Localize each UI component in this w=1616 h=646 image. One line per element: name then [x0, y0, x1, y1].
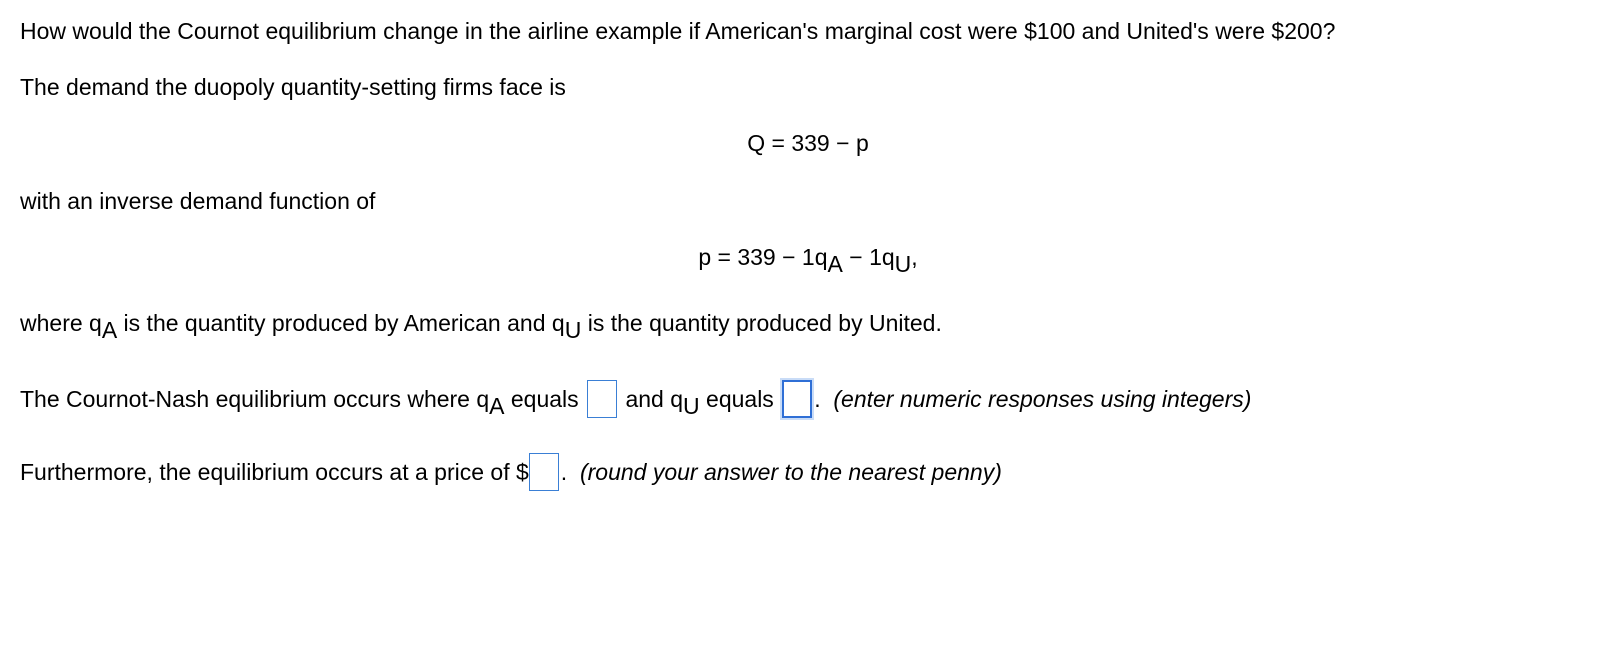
where-part2: is the quantity produced by American and q: [117, 310, 565, 336]
subscript-u: U: [894, 251, 912, 277]
price-question: [20, 455, 1002, 493]
subscript-a: A: [101, 317, 118, 343]
inverse-equation-end: ,: [911, 244, 918, 270]
demand-intro-text: The demand the duopoly quantity-setting firms face is: [20, 74, 566, 100]
equilibrium-period: .: [814, 386, 821, 413]
inverse-equation-left: p = 339 − 1q: [698, 244, 828, 270]
price-part1: Furthermore, the equilibrium occurs at a price of $: [20, 459, 529, 486]
qa-answer-input[interactable]: [587, 380, 617, 418]
inverse-demand-intro-text: with an inverse demand function of: [20, 188, 376, 214]
subscript-a: A: [827, 251, 843, 277]
equilibrium-part2: equals: [504, 386, 579, 413]
demand-equation: Q = 339 − p: [747, 130, 869, 156]
price-period: .: [560, 459, 568, 486]
inverse-equation-middle: − 1q: [842, 244, 895, 270]
integer-hint: (enter numeric responses using integers): [833, 386, 1252, 413]
price-answer-input[interactable]: [529, 453, 559, 491]
question-text: How would the Cournot equilibrium change in the airline example if American's marginal cost were $100 and United's were $200?: [20, 18, 1336, 44]
where-definition-text: [20, 309, 942, 343]
equilibrium-part3: and q: [625, 386, 684, 413]
equilibrium-part1: The Cournot-Nash equilibrium occurs where q: [20, 386, 490, 413]
where-part3: is the quantity produced by United.: [581, 310, 942, 336]
subscript-u: U: [683, 393, 700, 420]
subscript-a: A: [489, 393, 505, 420]
penny-hint: (round your answer to the nearest penny): [579, 459, 1002, 486]
where-part1: where q: [20, 310, 102, 336]
equilibrium-part4: equals: [699, 386, 774, 413]
subscript-u: U: [564, 317, 582, 343]
inverse-demand-equation: [0, 243, 1616, 277]
equilibrium-question: [20, 382, 1251, 420]
qu-answer-input[interactable]: [782, 380, 812, 418]
